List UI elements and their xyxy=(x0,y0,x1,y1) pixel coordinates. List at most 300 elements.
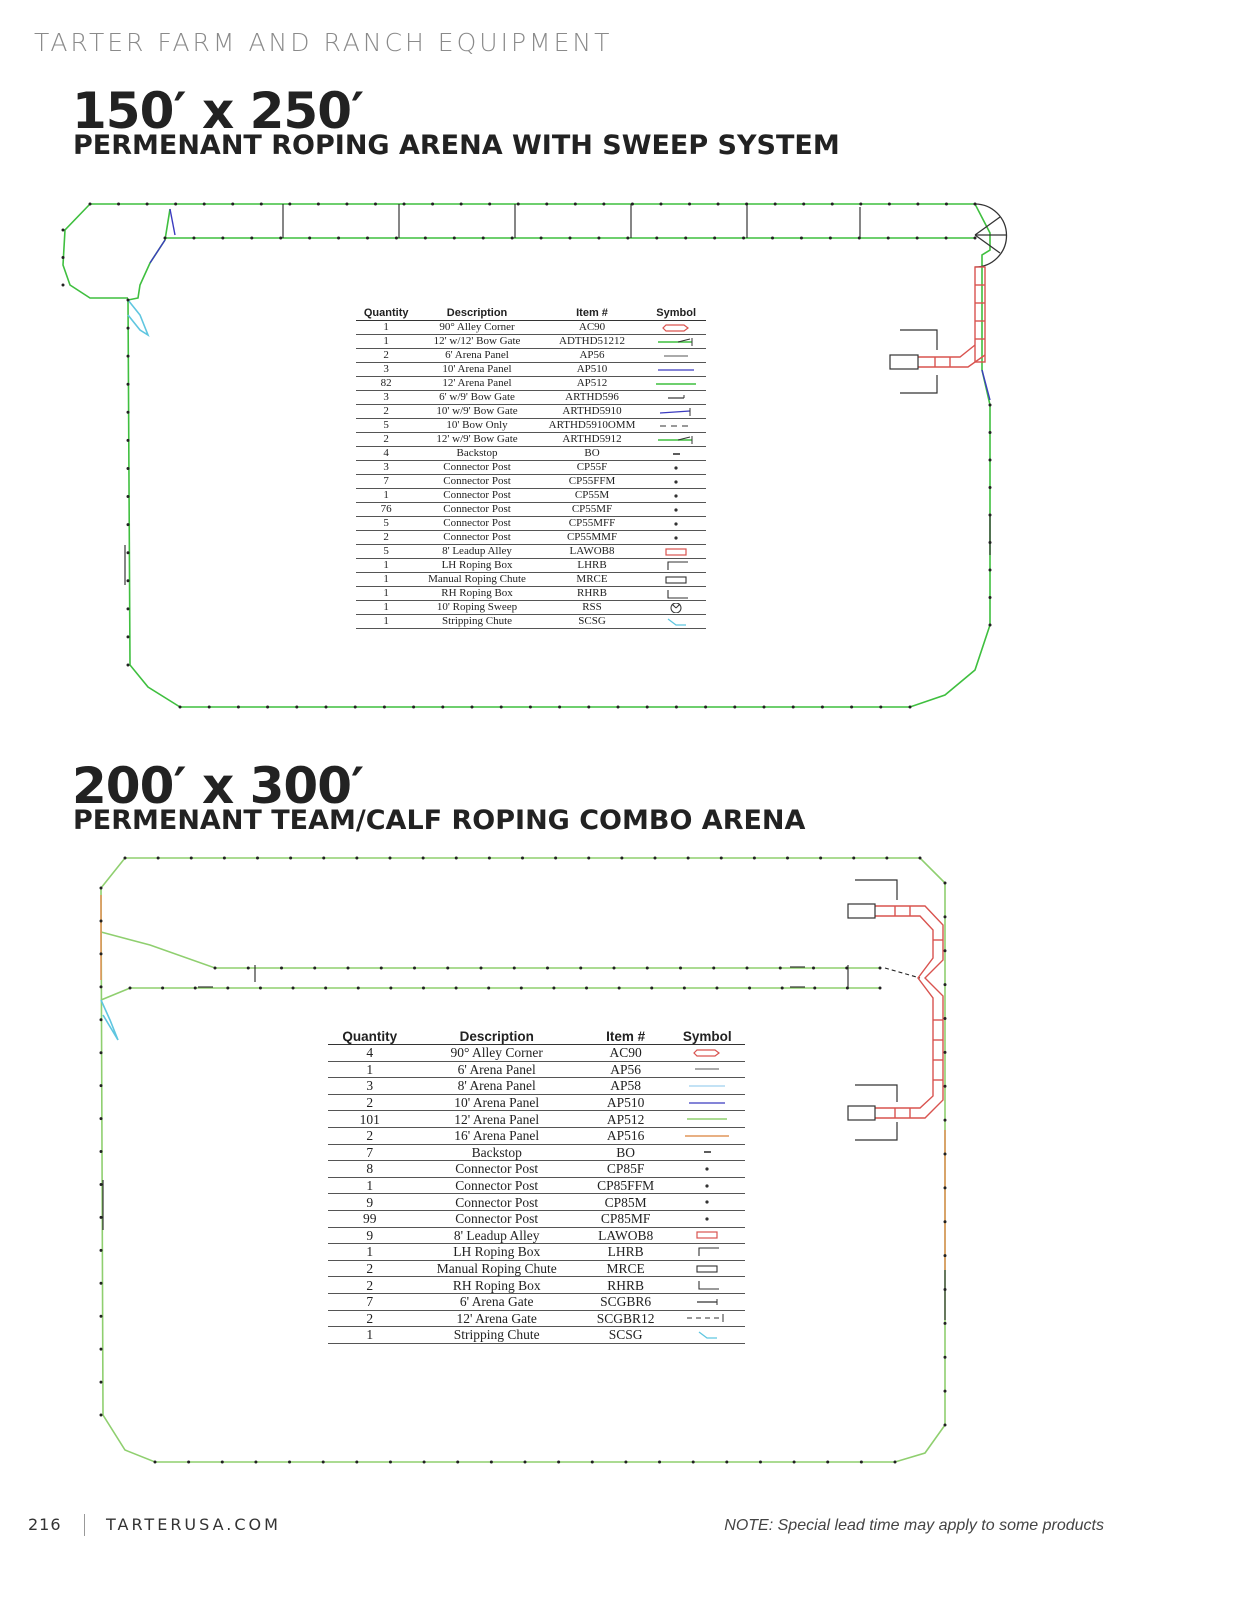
cell-description: 10' Roping Sweep xyxy=(416,601,537,615)
table-row xyxy=(328,1144,745,1161)
connector-post xyxy=(179,706,182,709)
connector-post xyxy=(383,706,386,709)
connector-post xyxy=(127,607,130,610)
connector-post xyxy=(692,1461,695,1464)
connector-post xyxy=(247,967,250,970)
table-row xyxy=(328,1078,745,1095)
connector-post xyxy=(944,1424,947,1427)
connector-post xyxy=(127,635,130,638)
line-blue-symbol-icon xyxy=(646,363,706,377)
cell-item-number: MRCE xyxy=(582,1260,670,1277)
connector-post xyxy=(317,203,320,206)
cell-description: Connector Post xyxy=(416,461,537,475)
cell-quantity: 76 xyxy=(356,503,416,517)
connector-post xyxy=(679,967,682,970)
table-row xyxy=(328,1277,745,1294)
connector-post xyxy=(812,967,815,970)
connector-post xyxy=(859,203,862,206)
cell-quantity: 4 xyxy=(356,447,416,461)
cell-quantity: 2 xyxy=(328,1277,412,1294)
cell-description: RH Roping Box xyxy=(412,1277,582,1294)
connector-post xyxy=(989,459,992,462)
connector-post xyxy=(355,1461,358,1464)
lh-box-symbol-icon xyxy=(669,1244,745,1261)
cell-item-number: LAWOB8 xyxy=(582,1227,670,1244)
cell-item-number: MRCE xyxy=(538,573,647,587)
connector-post xyxy=(944,1153,947,1156)
cell-item-number: CP55F xyxy=(538,461,647,475)
connector-post xyxy=(100,1084,103,1087)
cell-description: Connector Post xyxy=(412,1210,582,1227)
connector-post xyxy=(540,237,543,240)
cell-item-number: AP510 xyxy=(538,363,647,377)
connector-post xyxy=(944,1051,947,1054)
connector-post xyxy=(879,987,882,990)
connector-post xyxy=(62,284,65,287)
cell-quantity: 7 xyxy=(328,1144,412,1161)
connector-post xyxy=(989,596,992,599)
connector-post xyxy=(585,987,588,990)
footer-website-link[interactable]: TARTERUSA.COM xyxy=(106,1515,281,1534)
connector-post xyxy=(280,967,283,970)
cell-quantity: 1 xyxy=(356,587,416,601)
connector-post xyxy=(355,857,358,860)
connector-post xyxy=(488,203,491,206)
connector-post xyxy=(471,706,474,709)
connector-post xyxy=(646,706,649,709)
table-row xyxy=(356,587,706,601)
cell-item-number: SCGBR6 xyxy=(582,1293,670,1310)
connector-post xyxy=(192,237,195,240)
connector-post xyxy=(587,706,590,709)
cell-description: Connector Post xyxy=(412,1161,582,1178)
cell-item-number: BO xyxy=(582,1144,670,1161)
connector-post xyxy=(989,569,992,572)
connector-post xyxy=(793,1461,796,1464)
cell-item-number: ADTHD51212 xyxy=(538,335,647,349)
arena1-left-pen xyxy=(63,204,128,298)
connector-post xyxy=(860,1461,863,1464)
cell-item-number: CP85MF xyxy=(582,1210,670,1227)
connector-post xyxy=(646,967,649,970)
connector-post xyxy=(579,967,582,970)
connector-post xyxy=(490,1461,493,1464)
dot-symbol-icon xyxy=(646,503,706,517)
connector-post xyxy=(174,203,177,206)
lh-box-symbol-icon xyxy=(646,559,706,573)
connector-post xyxy=(944,1288,947,1291)
connector-post xyxy=(687,857,690,860)
connector-post xyxy=(846,987,849,990)
connector-post xyxy=(157,857,160,860)
connector-post xyxy=(524,1461,527,1464)
cell-quantity: 7 xyxy=(328,1293,412,1310)
connector-post xyxy=(127,579,130,582)
table-row xyxy=(356,559,706,573)
connector-post xyxy=(720,857,723,860)
dot-symbol-icon xyxy=(669,1177,745,1194)
bow-gate-green-symbol-icon xyxy=(646,433,706,447)
connector-post xyxy=(748,987,751,990)
connector-post xyxy=(374,203,377,206)
connector-post xyxy=(100,1315,103,1318)
cell-description: Connector Post xyxy=(416,489,537,503)
table-row xyxy=(328,1310,745,1327)
connector-post xyxy=(146,203,149,206)
col-symbol: Symbol xyxy=(646,306,706,321)
cell-description: 10' w/9' Bow Gate xyxy=(416,405,537,419)
cell-item-number: SCSG xyxy=(582,1327,670,1344)
table-row xyxy=(356,321,706,335)
connector-post xyxy=(545,203,548,206)
cell-description: Connector Post xyxy=(416,517,537,531)
col-quantity: Quantity xyxy=(356,306,416,321)
dot-symbol-icon xyxy=(646,475,706,489)
connector-post xyxy=(989,514,992,517)
connector-post xyxy=(295,706,298,709)
connector-post xyxy=(214,967,217,970)
table-row xyxy=(356,475,706,489)
connector-post xyxy=(742,237,745,240)
connector-post xyxy=(715,987,718,990)
dot-symbol-icon xyxy=(646,531,706,545)
connector-post xyxy=(259,987,262,990)
connector-post xyxy=(237,706,240,709)
short-dash-symbol-icon xyxy=(646,447,706,461)
cell-item-number: AP516 xyxy=(582,1127,670,1144)
cell-quantity: 3 xyxy=(356,461,416,475)
connector-post xyxy=(771,237,774,240)
table-row xyxy=(328,1260,745,1277)
connector-post xyxy=(745,203,748,206)
dot-symbol-icon xyxy=(646,489,706,503)
cell-description: 10' Arena Panel xyxy=(416,363,537,377)
connector-post xyxy=(763,706,766,709)
connector-post xyxy=(500,706,503,709)
connector-post xyxy=(919,857,922,860)
connector-post xyxy=(916,203,919,206)
connector-post xyxy=(821,706,824,709)
cell-quantity: 3 xyxy=(356,391,416,405)
connector-post xyxy=(354,706,357,709)
line-lightgreen-symbol-icon xyxy=(669,1111,745,1128)
cell-description: Connector Post xyxy=(416,531,537,545)
connector-post xyxy=(675,706,678,709)
cell-quantity: 2 xyxy=(328,1127,412,1144)
col-item: Item # xyxy=(582,1028,670,1045)
connector-post xyxy=(517,203,520,206)
arena2-alley-upper xyxy=(101,932,880,968)
connector-post xyxy=(802,203,805,206)
cell-description: Stripping Chute xyxy=(412,1327,582,1344)
connector-post xyxy=(759,1461,762,1464)
connector-post xyxy=(831,203,834,206)
connector-post xyxy=(431,203,434,206)
line-green-symbol-icon xyxy=(646,377,706,391)
arena2-roping-boxes xyxy=(848,880,897,1140)
connector-post xyxy=(62,229,65,232)
table-row xyxy=(356,447,706,461)
connector-post xyxy=(655,237,658,240)
connector-post xyxy=(164,237,167,240)
connector-post xyxy=(288,203,291,206)
connector-post xyxy=(124,857,127,860)
connector-post xyxy=(221,237,224,240)
gate-small-symbol-icon xyxy=(669,1293,745,1310)
arena1-roping-boxes xyxy=(890,330,937,393)
cell-item-number: AP56 xyxy=(538,349,647,363)
table-row xyxy=(328,1194,745,1211)
cell-quantity: 1 xyxy=(356,601,416,615)
connector-post xyxy=(322,857,325,860)
cell-description: 16' Arena Panel xyxy=(412,1127,582,1144)
page-number: 216 xyxy=(28,1515,62,1534)
cell-quantity: 101 xyxy=(328,1111,412,1128)
connector-post xyxy=(446,967,449,970)
cell-quantity: 9 xyxy=(328,1194,412,1211)
connector-post xyxy=(546,967,549,970)
cell-description: Manual Roping Chute xyxy=(412,1260,582,1277)
connector-post xyxy=(658,1461,661,1464)
cell-description: 10' Bow Only xyxy=(416,419,537,433)
connector-post xyxy=(569,237,572,240)
connector-post xyxy=(944,1017,947,1020)
connector-post xyxy=(223,857,226,860)
connector-post xyxy=(885,857,888,860)
connector-post xyxy=(944,1085,947,1088)
col-quantity: Quantity xyxy=(328,1028,412,1045)
connector-post xyxy=(357,987,360,990)
connector-post xyxy=(127,383,130,386)
connector-post xyxy=(659,203,662,206)
cell-description: 8' Leadup Alley xyxy=(412,1227,582,1244)
alley-corner-symbol-icon xyxy=(669,1045,745,1062)
connector-post xyxy=(289,857,292,860)
connector-post xyxy=(194,987,197,990)
arena2-parts-table xyxy=(328,1028,745,1344)
connector-post xyxy=(800,237,803,240)
connector-post xyxy=(89,203,92,206)
cell-description: Stripping Chute xyxy=(416,615,537,629)
cell-description: 6' Arena Gate xyxy=(412,1293,582,1310)
connector-post xyxy=(618,987,621,990)
cell-item-number: AP512 xyxy=(582,1111,670,1128)
connector-post xyxy=(389,987,392,990)
cell-quantity: 2 xyxy=(356,531,416,545)
connector-post xyxy=(909,706,912,709)
cell-quantity: 3 xyxy=(356,363,416,377)
connector-post xyxy=(944,1390,947,1393)
cell-item-number: AP56 xyxy=(582,1061,670,1078)
connector-post xyxy=(753,857,756,860)
leadup-alley-symbol-icon xyxy=(646,545,706,559)
stripping-chute-symbol-icon xyxy=(646,615,706,629)
arena1-stripping-chute xyxy=(128,300,148,335)
cell-quantity: 1 xyxy=(356,573,416,587)
connector-post xyxy=(455,987,458,990)
table-row xyxy=(356,517,706,531)
connector-post xyxy=(250,237,253,240)
connector-post xyxy=(529,706,532,709)
table-row xyxy=(356,349,706,363)
connector-post xyxy=(813,987,816,990)
cell-description: Connector Post xyxy=(412,1177,582,1194)
table-row xyxy=(356,601,706,615)
sweep-symbol-icon xyxy=(646,601,706,615)
cell-item-number: CP85FFM xyxy=(582,1177,670,1194)
table-row xyxy=(328,1045,745,1062)
gate-dashed-symbol-icon xyxy=(669,1310,745,1327)
table-row xyxy=(356,433,706,447)
table-row xyxy=(356,545,706,559)
connector-post xyxy=(455,857,458,860)
cell-quantity: 1 xyxy=(356,559,416,573)
connector-post xyxy=(602,203,605,206)
connector-post xyxy=(989,541,992,544)
connector-post xyxy=(288,1461,291,1464)
cell-description: Connector Post xyxy=(416,475,537,489)
connector-post xyxy=(620,857,623,860)
cell-quantity: 1 xyxy=(356,321,416,335)
connector-post xyxy=(127,467,130,470)
connector-post xyxy=(256,857,259,860)
connector-post xyxy=(100,887,103,890)
cell-description: 6' Arena Panel xyxy=(412,1061,582,1078)
connector-post xyxy=(100,1117,103,1120)
connector-post xyxy=(850,706,853,709)
table-row xyxy=(356,419,706,433)
brand-header: TARTER FARM AND RANCH EQUIPMENT xyxy=(34,28,613,57)
cell-item-number: RSS xyxy=(538,601,647,615)
cell-item-number: SCGBR12 xyxy=(582,1310,670,1327)
connector-post xyxy=(587,857,590,860)
chute-symbol-icon xyxy=(669,1260,745,1277)
footer-note: NOTE: Special lead time may apply to some products xyxy=(724,1517,1104,1534)
cell-description: 6' Arena Panel xyxy=(416,349,537,363)
cell-quantity: 9 xyxy=(328,1227,412,1244)
cell-description: LH Roping Box xyxy=(416,559,537,573)
connector-post xyxy=(279,237,282,240)
cell-item-number: RHRB xyxy=(538,587,647,601)
cell-item-number: AP58 xyxy=(582,1078,670,1095)
chute-symbol-icon xyxy=(646,573,706,587)
cell-description: Connector Post xyxy=(416,503,537,517)
cell-description: 90° Alley Corner xyxy=(416,321,537,335)
table-row xyxy=(328,1293,745,1310)
connector-post xyxy=(100,1249,103,1252)
cell-quantity: 5 xyxy=(356,419,416,433)
connector-post xyxy=(879,967,882,970)
connector-post xyxy=(852,857,855,860)
col-description: Description xyxy=(416,306,537,321)
connector-post xyxy=(127,355,130,358)
cell-quantity: 1 xyxy=(356,615,416,629)
connector-post xyxy=(221,1461,224,1464)
connector-post xyxy=(704,706,707,709)
connector-post xyxy=(254,1461,257,1464)
cell-item-number: ARTHD5910OMM xyxy=(538,419,647,433)
table-row xyxy=(328,1177,745,1194)
cell-quantity: 82 xyxy=(356,377,416,391)
cell-item-number: CP85M xyxy=(582,1194,670,1211)
connector-post xyxy=(480,967,483,970)
table-row xyxy=(328,1244,745,1261)
connector-post xyxy=(366,237,369,240)
table-row xyxy=(328,1127,745,1144)
connector-post xyxy=(347,967,350,970)
col-symbol: Symbol xyxy=(669,1028,745,1045)
bow-gate-green-symbol-icon xyxy=(646,335,706,349)
connector-post xyxy=(127,495,130,498)
cell-item-number: LHRB xyxy=(538,559,647,573)
line-gray-symbol-icon xyxy=(646,349,706,363)
connector-post xyxy=(424,237,427,240)
connector-post xyxy=(826,1461,829,1464)
table-row xyxy=(356,391,706,405)
connector-post xyxy=(725,1461,728,1464)
connector-post xyxy=(617,706,620,709)
cell-description: 8' Leadup Alley xyxy=(416,545,537,559)
cell-item-number: CP55MFF xyxy=(538,517,647,531)
connector-post xyxy=(266,706,269,709)
cell-item-number: ARTHD5912 xyxy=(538,433,647,447)
arena1-parts-table xyxy=(356,306,706,629)
footer-divider xyxy=(84,1514,85,1536)
cell-item-number: LAWOB8 xyxy=(538,545,647,559)
connector-post xyxy=(558,706,561,709)
connector-post xyxy=(654,857,657,860)
cell-quantity: 5 xyxy=(356,545,416,559)
connector-post xyxy=(488,857,491,860)
cell-quantity: 99 xyxy=(328,1210,412,1227)
col-item: Item # xyxy=(538,306,647,321)
col-description: Description xyxy=(412,1028,582,1045)
dot-symbol-icon xyxy=(669,1210,745,1227)
cell-item-number: CP55MMF xyxy=(538,531,647,545)
connector-post xyxy=(989,431,992,434)
connector-post xyxy=(597,237,600,240)
connector-post xyxy=(989,404,992,407)
dot-symbol-icon xyxy=(669,1194,745,1211)
cell-quantity: 2 xyxy=(356,349,416,363)
table-row xyxy=(356,405,706,419)
connector-post xyxy=(441,706,444,709)
connector-post xyxy=(511,237,514,240)
connector-post xyxy=(631,203,634,206)
connector-post xyxy=(100,1051,103,1054)
cell-description: 12' Arena Panel xyxy=(412,1111,582,1128)
dot-symbol-icon xyxy=(646,517,706,531)
table-row xyxy=(356,615,706,629)
connector-post xyxy=(423,1461,426,1464)
connector-post xyxy=(482,237,485,240)
connector-post xyxy=(403,203,406,206)
cell-quantity: 1 xyxy=(328,1177,412,1194)
connector-post xyxy=(989,486,992,489)
connector-post xyxy=(161,987,164,990)
connector-post xyxy=(313,967,316,970)
connector-post xyxy=(845,967,848,970)
arena2-size-title: 200′ x 300′ xyxy=(72,757,364,815)
connector-post xyxy=(521,857,524,860)
table-row xyxy=(328,1161,745,1178)
connector-post xyxy=(100,1150,103,1153)
cell-description: 10' Arena Panel xyxy=(412,1094,582,1111)
table-row xyxy=(328,1327,745,1344)
connector-post xyxy=(819,857,822,860)
connector-post xyxy=(944,1220,947,1223)
table-row xyxy=(356,363,706,377)
